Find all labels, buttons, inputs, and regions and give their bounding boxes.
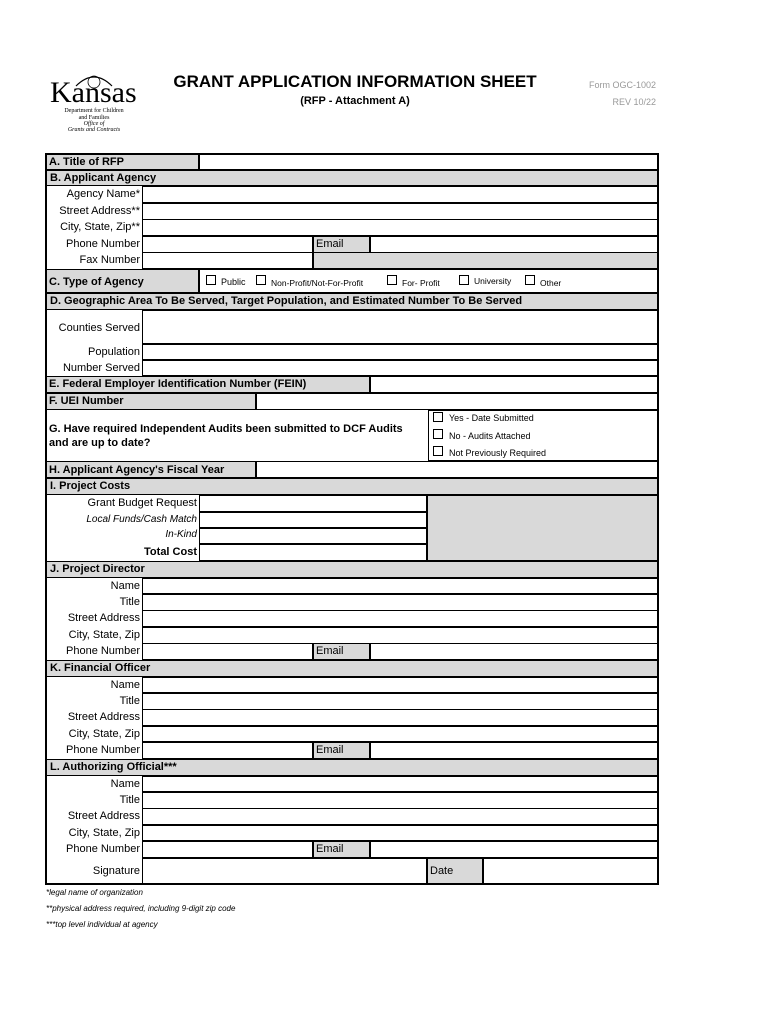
form-title: GRANT APPLICATION INFORMATION SHEET [173, 72, 537, 91]
university-checkbox[interactable] [459, 275, 469, 285]
official-email-field[interactable] [370, 841, 658, 858]
director-city-label: City, State, Zip [68, 629, 140, 641]
audit-not-required-label: Not Previously Required [449, 448, 547, 458]
in-kind-label: In-Kind [165, 529, 197, 540]
total-cost-field[interactable] [199, 544, 427, 561]
official-phone-label: Phone Number [66, 843, 140, 855]
section-k-header: K. Financial Officer [46, 660, 658, 677]
university-option-label: University [474, 276, 512, 286]
date-field[interactable] [483, 858, 658, 884]
section-e-title: E. Federal Employer Identification Number (FEIN) [49, 378, 307, 390]
section-c-title: C. Type of Agency [49, 276, 144, 288]
official-street-label: Street Address [67, 810, 140, 822]
city-state-zip-field[interactable] [142, 219, 658, 236]
form-number: Form OGC-1002 [588, 80, 656, 90]
street-address-field[interactable] [142, 203, 658, 220]
forprofit-option-label: For- Profit [402, 278, 440, 288]
agency-name-label: Agency Name* [66, 188, 140, 200]
audit-no-checkbox[interactable] [433, 429, 443, 439]
logo-word: Kansas [50, 76, 137, 109]
officer-street-label: Street Address [67, 711, 140, 723]
director-street-field[interactable] [142, 610, 658, 627]
population-label: Population [88, 346, 140, 358]
nonprofit-checkbox[interactable] [256, 275, 266, 285]
officer-phone-label: Phone Number [66, 744, 140, 756]
section-b-header: B. Applicant Agency [46, 170, 658, 186]
officer-email-label: Email [316, 744, 344, 756]
section-f-title: F. UEI Number [49, 395, 124, 407]
fein-field[interactable] [370, 376, 658, 393]
uei-field[interactable] [256, 393, 658, 410]
audit-not-required-checkbox[interactable] [433, 446, 443, 456]
section-l-header: L. Authorizing Official*** [46, 759, 658, 776]
section-d-header: D. Geographic Area To Be Served, Target Population, and Estimated Number To Be Served [46, 293, 658, 310]
street-address-label: Street Address** [59, 205, 140, 217]
officer-phone-field[interactable] [142, 742, 313, 759]
fax-filler [313, 252, 658, 269]
director-phone-label: Phone Number [66, 645, 140, 657]
form-subtitle: (RFP - Attachment A) [300, 95, 410, 107]
other-option-label: Other [540, 278, 562, 288]
forprofit-checkbox[interactable] [387, 275, 397, 285]
official-name-label: Name [110, 778, 140, 790]
section-g-question-line2: and are up to date? [49, 437, 151, 449]
official-title-label: Title [119, 794, 140, 806]
section-i-header: I. Project Costs [46, 478, 658, 495]
director-name-field[interactable] [142, 578, 658, 594]
officer-email-field[interactable] [370, 742, 658, 759]
footnote-1: *legal name of organization [46, 888, 143, 897]
official-name-field[interactable] [142, 776, 658, 792]
email-field[interactable] [370, 236, 658, 253]
logo-dept-line1: Department for Children [64, 108, 124, 114]
director-city-field[interactable] [142, 627, 658, 644]
number-served-field[interactable] [142, 360, 658, 376]
signature-label: Signature [92, 865, 140, 877]
nonprofit-option-label: Non-Profit/Not-For-Profit [271, 278, 364, 288]
section-g-question-line1: G. Have required Independent Audits been submitted to DCF Audits [49, 423, 403, 435]
officer-title-field[interactable] [142, 693, 658, 710]
phone-number-label: Phone Number [66, 238, 140, 250]
footnote-2: **physical address required, including 9-digit zip code [46, 904, 236, 913]
phone-number-field[interactable] [142, 236, 313, 253]
project-costs-filler [427, 495, 658, 561]
section-h-title: H. Applicant Agency's Fiscal Year [49, 464, 225, 476]
director-title-field[interactable] [142, 594, 658, 611]
officer-name-field[interactable] [142, 677, 658, 693]
grant-budget-label: Grant Budget Request [87, 497, 197, 509]
official-phone-field[interactable] [142, 841, 313, 858]
official-city-field[interactable] [142, 825, 658, 841]
section-a-title: A. Title of RFP [49, 156, 124, 168]
fax-number-field[interactable] [142, 252, 313, 269]
official-city-label: City, State, Zip [68, 827, 140, 839]
in-kind-field[interactable] [199, 528, 427, 544]
kansas-logo [46, 70, 142, 134]
audit-no-label: No - Audits Attached [449, 431, 531, 441]
officer-street-field[interactable] [142, 709, 658, 726]
officer-title-label: Title [119, 695, 140, 707]
audit-yes-label: Yes - Date Submitted [449, 413, 534, 423]
director-title-label: Title [119, 596, 140, 608]
director-email-label: Email [316, 645, 344, 657]
official-title-field[interactable] [142, 792, 658, 809]
form-revision: REV 10/22 [612, 97, 656, 107]
city-state-zip-label: City, State, Zip** [60, 221, 140, 233]
official-email-label: Email [316, 843, 344, 855]
director-name-label: Name [110, 580, 140, 592]
logo-office-line1: Office of [83, 121, 105, 127]
counties-served-label: Counties Served [58, 322, 140, 334]
counties-served-field[interactable] [142, 310, 658, 344]
officer-city-field[interactable] [142, 726, 658, 742]
director-phone-field[interactable] [142, 643, 313, 660]
public-checkbox[interactable] [206, 275, 216, 285]
local-funds-field[interactable] [199, 512, 427, 528]
total-cost-label: Total Cost [144, 546, 197, 558]
email-label: Email [316, 238, 344, 250]
footnote-3: ***top level individual at agency [46, 920, 158, 929]
official-street-field[interactable] [142, 808, 658, 825]
agency-name-field[interactable] [142, 186, 658, 203]
director-email-field[interactable] [370, 643, 658, 660]
logo-dept-line2: and Families [78, 115, 110, 121]
fax-number-label: Fax Number [79, 254, 140, 266]
local-funds-label: Local Funds/Cash Match [86, 514, 197, 525]
section-j-header: J. Project Director [46, 561, 658, 578]
officer-city-label: City, State, Zip [68, 728, 140, 740]
date-label: Date [430, 865, 454, 877]
population-field[interactable] [142, 344, 658, 360]
director-street-label: Street Address [67, 612, 140, 624]
officer-name-label: Name [110, 679, 140, 691]
logo-office-line2: Grants and Contracts [67, 127, 121, 133]
rfp-title-field[interactable] [199, 154, 658, 170]
other-checkbox[interactable] [525, 275, 535, 285]
fiscal-year-field[interactable] [256, 461, 658, 478]
grant-budget-field[interactable] [199, 495, 427, 512]
public-option-label: Public [221, 277, 246, 287]
number-served-label: Number Served [62, 362, 140, 374]
audit-yes-checkbox[interactable] [433, 412, 443, 422]
signature-field[interactable] [142, 858, 427, 884]
